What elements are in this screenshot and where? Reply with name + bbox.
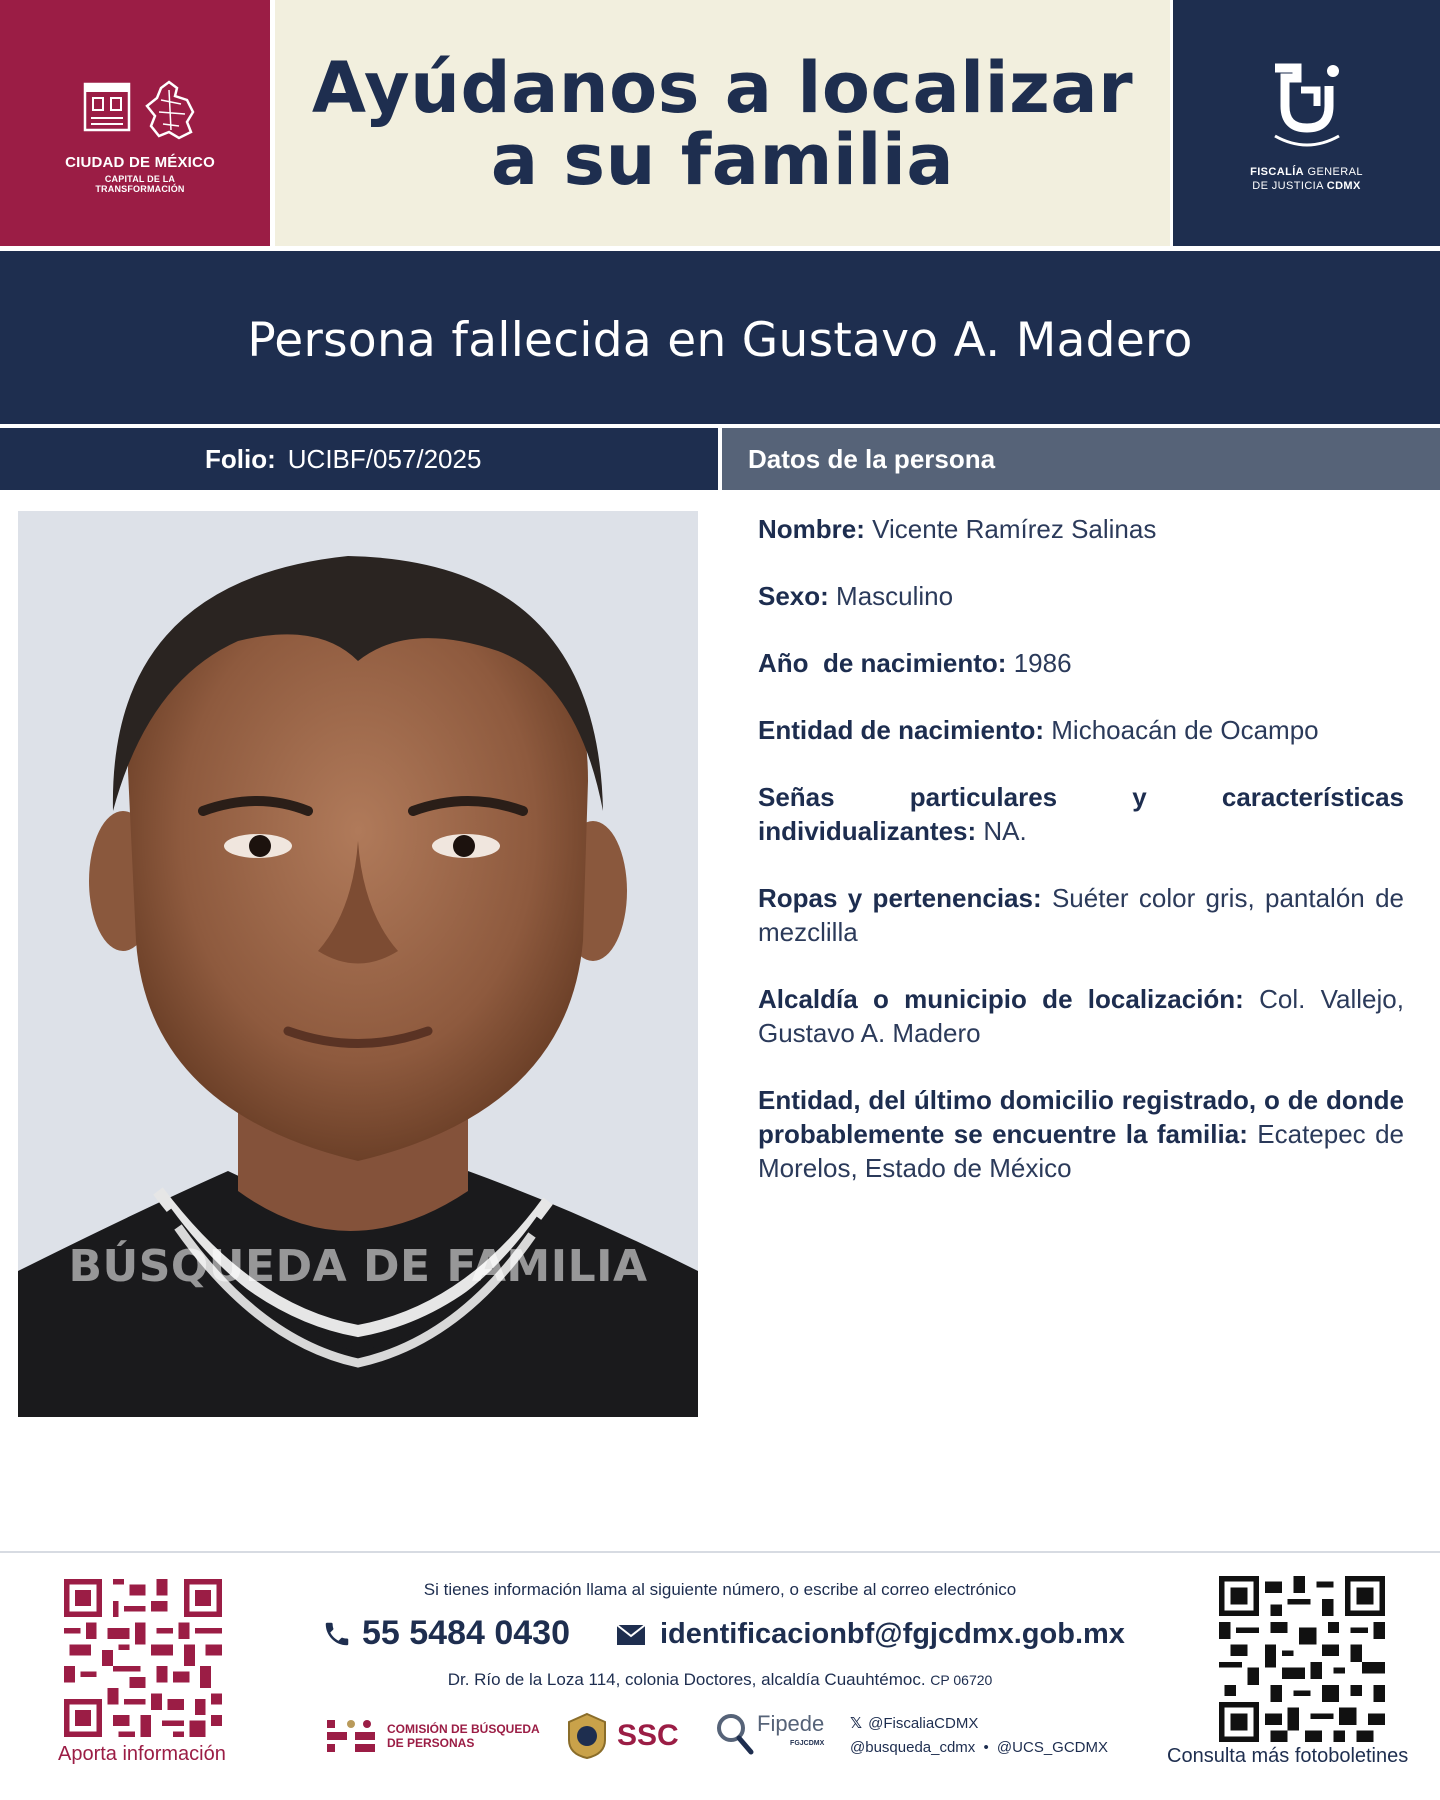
fgj-name: FISCALÍA GENERAL DE JUSTICIA CDMX (1250, 166, 1363, 192)
field-value: Vicente Ramírez Salinas (872, 514, 1157, 544)
email-contact[interactable] (616, 1618, 1125, 1651)
field-label: Entidad de nacimiento: (758, 715, 1045, 745)
mail-icon (616, 1624, 646, 1646)
fgj-logo (1173, 62, 1440, 193)
field-label: Alcaldía o municipio de localización: (758, 984, 1244, 1014)
comision-icon (325, 1718, 377, 1754)
person-photo (18, 511, 698, 1417)
banner-title: Persona fallecida en Gustavo A. Madero (247, 313, 1193, 368)
field-entidad-nacimiento (758, 713, 1404, 747)
page-title-line1: Ayúdanos a localizar (311, 47, 1134, 129)
title-panel (275, 0, 1170, 246)
page-title (275, 47, 1170, 201)
fipede-sub: FGJCDMX (790, 1740, 825, 1747)
x-handle-row[interactable]: 𝕏 @FiscaliaCDMX (850, 1715, 979, 1732)
contact-info: Si tienes información llama al siguiente número, o escribe al correo electrónico (423, 1580, 1017, 1599)
cdmx-panel (0, 0, 270, 246)
partner-logos (325, 1710, 1145, 1764)
person-details (758, 512, 1404, 1218)
email-address[interactable]: identificacionbf@fgjcdmx.gob.mx (660, 1618, 1125, 1650)
fipede-logo (715, 1712, 824, 1756)
banner (0, 251, 1440, 424)
field-label: Ropas y pertenencias: (758, 883, 1042, 913)
x-logo-icon: 𝕏 (850, 1715, 863, 1732)
ssc-label: SSC (617, 1719, 679, 1752)
folio-value: UCIBF/057/2025 (287, 443, 482, 474)
field-senas (758, 780, 1404, 848)
field-value: 1986 (1013, 648, 1072, 678)
photo-watermark: BÚSQUEDA DE FAMILIA (68, 1241, 648, 1292)
social-handles (850, 1712, 1108, 1760)
cdmx-shield-icon (81, 80, 133, 136)
cdmx-map-icon (143, 80, 199, 140)
field-anio-nacimiento (758, 646, 1404, 680)
field-alcaldia (758, 982, 1404, 1050)
qr-left-caption[interactable]: Aporta información (58, 1743, 226, 1765)
social-row-2[interactable]: @busqueda_cdmx • @UCS_GCDMX (850, 1739, 1108, 1756)
cdmx-subtitle: CAPITAL DE LA TRANSFORMACIÓN (95, 174, 185, 194)
comision-busqueda-logo: COMISIÓN DE BÚSQUEDA DE PERSONAS (325, 1718, 540, 1754)
folio-bar (0, 428, 718, 490)
field-value: Masculino (836, 581, 954, 611)
ssc-badge-icon (565, 1712, 609, 1760)
field-ultimo-domicilio (758, 1083, 1404, 1185)
field-value: Col. Vallejo, Gustavo A. Madero (758, 984, 1404, 1048)
phone-contact[interactable] (322, 1614, 570, 1653)
phone-number[interactable]: 55 5484 0430 (362, 1614, 570, 1652)
field-ropas (758, 881, 1404, 949)
fgj-logo-icon (1267, 62, 1347, 150)
cdmx-name: CIUDAD DE MÉXICO (65, 154, 215, 171)
field-label: Año de nacimiento: (758, 648, 1007, 678)
folio-label: Folio: (205, 443, 276, 474)
field-sexo (758, 579, 1404, 613)
qr-code-fotoboletines[interactable] (1219, 1576, 1385, 1742)
fipede-label: Fipede (757, 1711, 825, 1736)
field-value: Suéter color gris, pantalón de mezclilla (758, 883, 1404, 947)
qr-right-caption[interactable]: Consulta más fotoboletines (1167, 1745, 1409, 1767)
field-value: Michoacán de Ocampo (1051, 715, 1319, 745)
postal-code: CP 06720 (930, 1672, 993, 1688)
phone-icon (322, 1619, 352, 1649)
qr-code-aporta[interactable] (64, 1579, 222, 1737)
section-title: Datos de la persona (722, 428, 1440, 490)
magnifier-icon (715, 1712, 755, 1756)
field-value: NA. (983, 816, 1027, 846)
field-label: Nombre: (758, 514, 865, 544)
page-title-line2: a su familia (490, 119, 955, 201)
ssc-logo (565, 1712, 679, 1760)
field-label: Entidad, del último domicilio registrado, o de donde probablemente se encuentre la familia: (758, 1085, 1404, 1149)
cdmx-logo (60, 80, 220, 194)
address: Dr. Río de la Loza 114, colonia Doctores, alcaldía Cuauhtémoc. CP 06720 (447, 1670, 993, 1689)
field-label: Señas particulares y características individualizantes: (758, 782, 1404, 846)
fgj-panel (1173, 0, 1440, 246)
field-label: Sexo: (758, 581, 829, 611)
field-value: Ecatepec de Morelos, Estado de México (758, 1119, 1404, 1183)
footer-divider (0, 1551, 1440, 1553)
field-nombre (758, 512, 1404, 546)
